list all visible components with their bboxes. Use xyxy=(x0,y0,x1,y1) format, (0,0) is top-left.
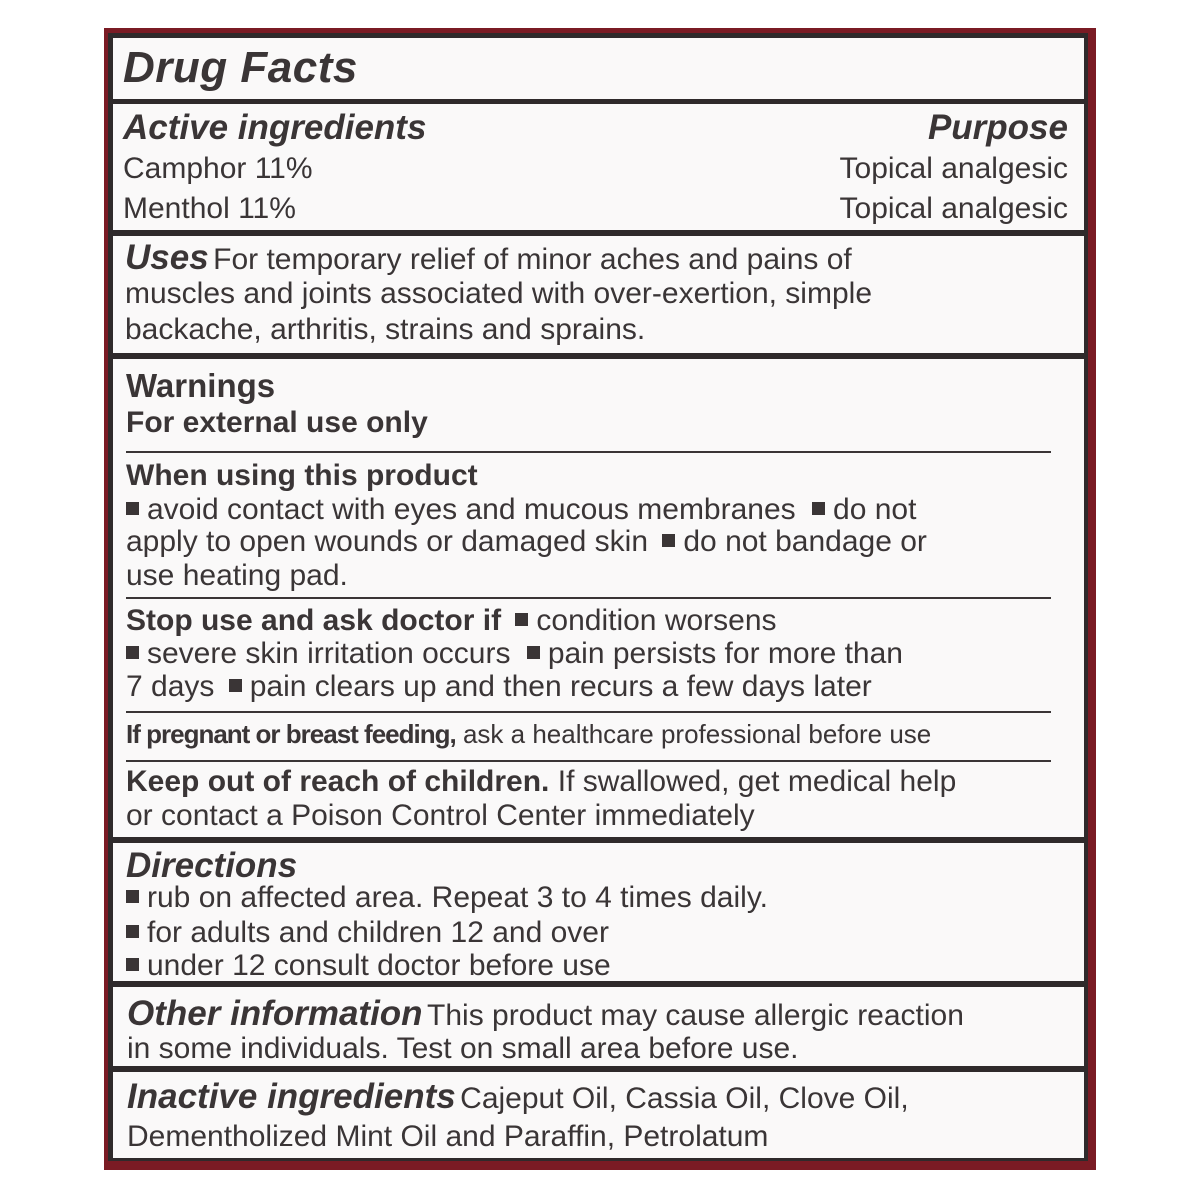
page-title: Drug Facts xyxy=(123,43,358,92)
warning-text: do not xyxy=(833,493,917,526)
directions-section xyxy=(113,843,1084,981)
divider xyxy=(126,760,1051,762)
keep-out-heading: Keep out of reach of children. xyxy=(126,765,550,798)
uses-text: For temporary relief of minor aches and pains of xyxy=(213,243,852,276)
inactive-ingredients-section xyxy=(113,1072,1084,1158)
when-using-heading: When using this product xyxy=(126,459,478,492)
stop-use-line xyxy=(126,670,872,704)
divider xyxy=(126,451,1051,453)
inactive-text: Cajeput Oil, Cassia Oil, Clove Oil, xyxy=(460,1082,909,1115)
uses-heading: Uses xyxy=(125,238,209,277)
bullet-icon xyxy=(126,958,139,971)
bullet-icon xyxy=(126,502,139,515)
directions-text: for adults and children 12 and over xyxy=(147,916,609,949)
directions-text: rub on affected area. Repeat 3 to 4 times daily. xyxy=(147,881,768,914)
inactive-heading: Inactive ingredients xyxy=(127,1077,456,1116)
ingredient-name: Camphor 11% xyxy=(123,152,313,185)
when-using-line xyxy=(126,525,927,559)
stop-use-line xyxy=(126,637,903,671)
warning-text: pain clears up and then recurs a few days later xyxy=(249,670,872,703)
uses-text: backache, arthritis, strains and sprains. xyxy=(125,313,646,346)
directions-heading: Directions xyxy=(126,846,298,885)
directions-item xyxy=(126,916,609,950)
warnings-heading: Warnings xyxy=(126,367,276,404)
other-info-text: in some individuals. Test on small area before use. xyxy=(127,1032,799,1065)
other-info-heading: Other information xyxy=(127,994,423,1033)
warning-text: 7 days xyxy=(126,670,215,703)
when-using-line xyxy=(126,493,916,527)
warning-text: condition worsens xyxy=(536,604,777,637)
warning-text: or contact a Poison Control Center immediately xyxy=(126,799,755,832)
ingredient-name: Menthol 11% xyxy=(123,192,296,225)
bullet-icon xyxy=(527,646,540,659)
warning-text: do not bandage or xyxy=(683,525,927,558)
divider xyxy=(126,597,1051,599)
inactive-line xyxy=(127,1077,909,1117)
warning-text: pain persists for more than xyxy=(547,637,903,670)
title-section xyxy=(113,38,1084,99)
other-information-section xyxy=(113,987,1084,1066)
pregnant-line xyxy=(126,719,931,750)
other-info-line xyxy=(127,994,964,1034)
warning-text: severe skin irritation occurs xyxy=(147,637,511,670)
warning-text: ask a healthcare professional before use xyxy=(462,719,932,749)
stop-use-heading: Stop use and ask doctor if xyxy=(126,604,502,637)
warning-text: If swallowed, get medical help xyxy=(557,765,957,798)
bullet-icon xyxy=(126,925,139,938)
active-ingredients-section xyxy=(113,104,1084,230)
directions-item xyxy=(126,881,768,915)
purpose-heading: Purpose xyxy=(927,108,1068,147)
ingredient-purpose: Topical analgesic xyxy=(839,152,1068,185)
uses-section xyxy=(113,236,1084,353)
warning-text: apply to open wounds or damaged skin xyxy=(126,525,649,558)
keep-out-line xyxy=(126,765,956,799)
directions-text: under 12 consult doctor before use xyxy=(147,949,611,981)
bullet-icon xyxy=(515,613,528,626)
bullet-icon xyxy=(812,502,825,515)
external-use-heading: For external use only xyxy=(126,406,428,439)
uses-text: muscles and joints associated with over-exertion, simple xyxy=(125,277,872,310)
warning-text: avoid contact with eyes and mucous membranes xyxy=(147,493,796,526)
inactive-text: Dementholized Mint Oil and Paraffin, Petrolatum xyxy=(127,1120,769,1153)
other-info-text: This product may cause allergic reaction xyxy=(427,999,964,1032)
warning-text: use heating pad. xyxy=(126,559,348,592)
bullet-icon xyxy=(126,890,139,903)
divider xyxy=(126,711,1051,713)
directions-item xyxy=(126,949,611,981)
pregnant-heading: If pregnant or breast feeding, xyxy=(126,719,456,749)
warnings-section xyxy=(113,359,1084,837)
active-ingredients-heading: Active ingredients xyxy=(123,108,427,147)
bullet-icon xyxy=(126,646,139,659)
bullet-icon xyxy=(662,534,675,547)
stop-use-line xyxy=(126,604,777,638)
ingredient-purpose: Topical analgesic xyxy=(839,192,1068,225)
uses-line xyxy=(125,238,852,278)
bullet-icon xyxy=(229,679,242,692)
